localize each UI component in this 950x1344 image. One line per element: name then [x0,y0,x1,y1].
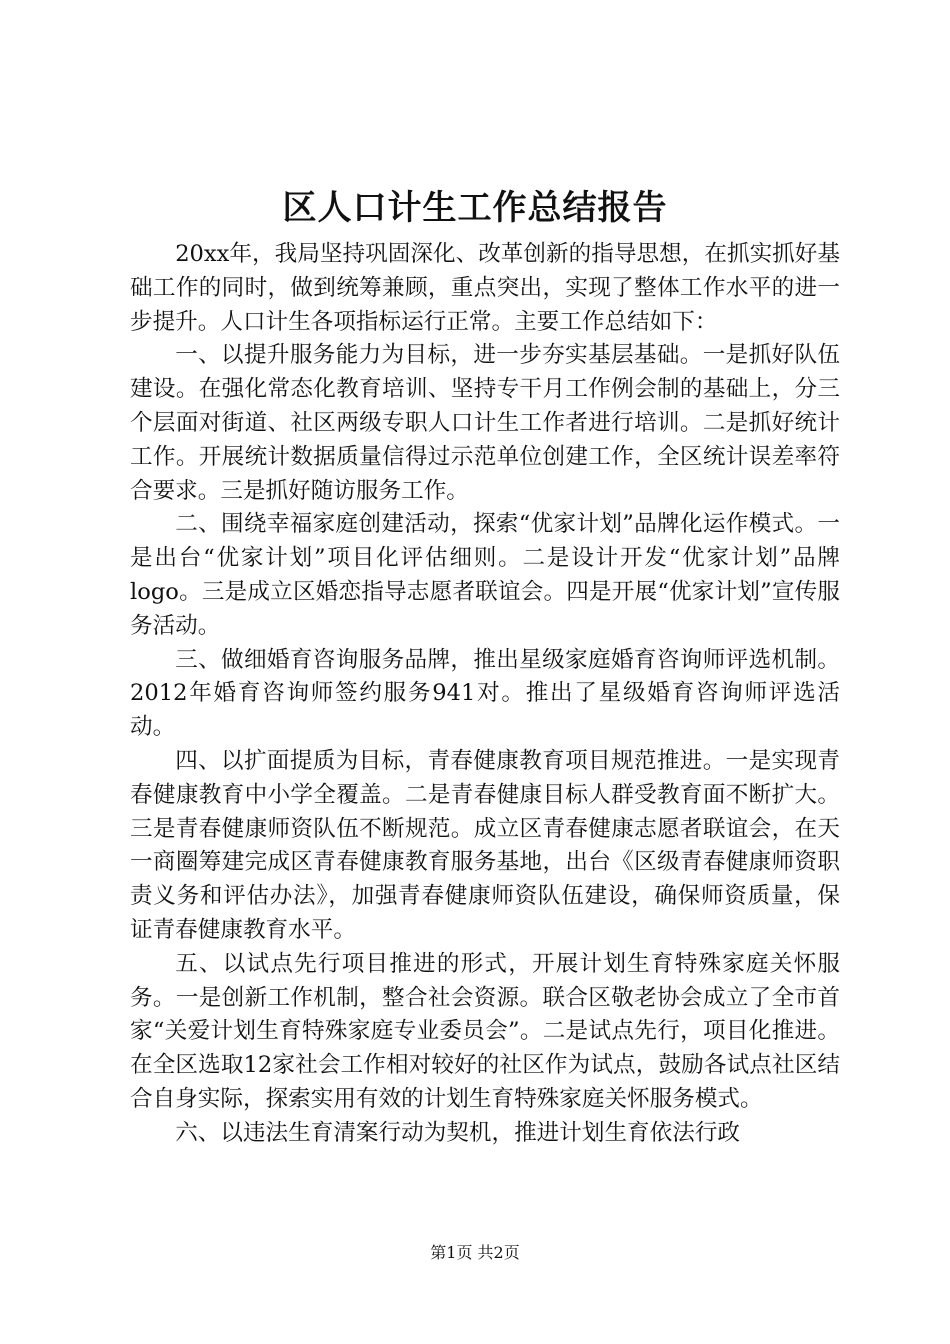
paragraph-intro: 20xx年，我局坚持巩固深化、改革创新的指导思想，在抓实抓好基础工作的同时，做到统筹兼顾，重点突出，实现了整体工作水平的进一步提升。人口计生各项指标运行正常。主要工作总结如下： [130,241,840,335]
paragraph-section-6: 六、以违法生育清案行动为契机，推进计划生育依法行政 [175,1119,741,1146]
paragraph-section-3: 三、做细婚育咨询服务品牌，推出星级家庭婚育咨询师评选机制。2012年婚育咨询师签约服务941对。推出了星级婚育咨询师评选活动。 [130,646,840,741]
paragraph-section-2: 二、围绕幸福家庭创建活动，探索“优家计划”品牌化运作模式。一是出台“优家计划”项目化评估细则。二是设计开发“优家计划”品牌logo。三是成立区婚恋指导志愿者联谊会。四是开展“优家计划”宣传服务活动。 [130,511,840,639]
paragraph-section-5: 五、以试点先行项目推进的形式，开展计划生育特殊家庭关怀服务。一是创新工作机制，整合社会资源。联合区敬老协会成立了全市首家“关爱计划生育特殊家庭专业委员会”。二是试点先行，项目化推进。在全区选取12家社会工作相对较好的社区作为试点，鼓励各试点社区结合自身实际，探索实用有效的计划生育特殊家庭关怀服务模式。 [130,950,840,1112]
paragraph-section-4: 四、以扩面提质为目标，青春健康教育项目规范推进。一是实现青春健康教育中小学全覆盖。二是青春健康目标人群受教育面不断扩大。三是青春健康师资队伍不断规范。成立区青春健康志愿者联谊会，在天一商圈筹建完成区青春健康教育服务基地，出台《区级青春健康师资职责义务和评估办法》，加强青春健康师资队伍建设，确保师资质量，保证青春健康教育水平。 [130,747,840,943]
document-title: 区人口计生工作总结报告 [282,188,668,228]
page-number-footer: 第1页 共2页 [430,1243,520,1262]
paragraph-section-1: 一、以提升服务能力为目标，进一步夯实基层基础。一是抓好队伍建设。在强化常态化教育培训、坚持专干月工作例会制的基础上，分三个层面对街道、社区两级专职人口计生工作者进行培训。二是抓好统计工作。开展统计数据质量信得过示范单位创建工作，全区统计误差率符合要求。三是抓好随访服务工作。 [130,342,840,504]
document-body [130,238,840,1151]
